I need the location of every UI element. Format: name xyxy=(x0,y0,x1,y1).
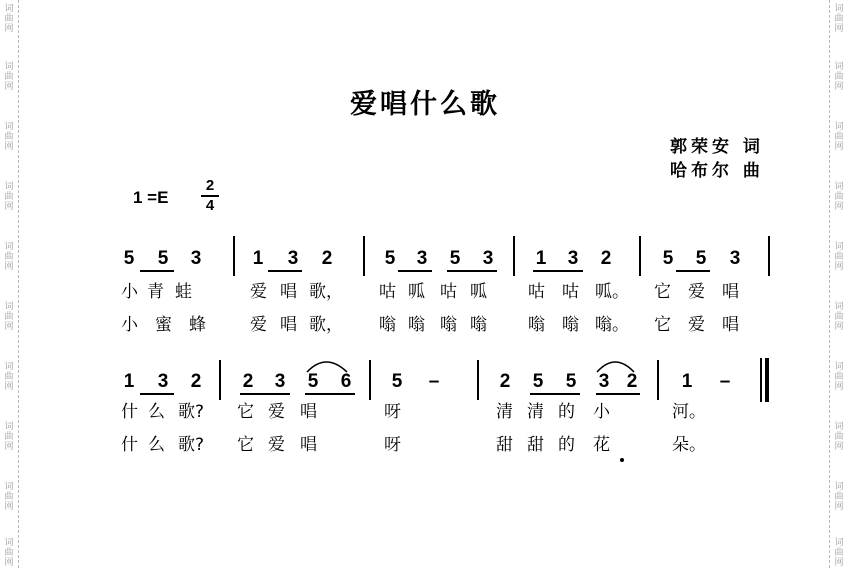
lyric-syllable: 唱 xyxy=(300,435,317,455)
lyric-syllable: 爱 xyxy=(250,315,267,335)
lyric-syllable: 的 xyxy=(558,402,575,422)
note: 3 xyxy=(729,248,741,269)
lyric-syllable: 爱 xyxy=(250,282,267,302)
note: 3 xyxy=(598,371,610,392)
note: 5 xyxy=(123,248,135,269)
lyric-syllable: 歌， xyxy=(309,282,343,302)
lyric-syllable: 唱 xyxy=(722,315,739,335)
note: 2 xyxy=(499,371,511,392)
watermark-text: 词 曲 网 xyxy=(834,538,844,568)
lyric-syllable: 呱 xyxy=(470,282,487,302)
watermark-text: 词 曲 网 xyxy=(4,4,14,34)
lyric-syllable: 嗡 xyxy=(528,315,545,335)
lyric-syllable: 唱 xyxy=(722,282,739,302)
lyric-syllable: 它 xyxy=(654,315,671,335)
note: 6 xyxy=(340,371,352,392)
watermark-text: 词 曲 网 xyxy=(4,62,14,92)
lyric-syllable: 嗡。 xyxy=(595,315,629,335)
lyric-syllable: 歌， xyxy=(309,315,343,335)
note: 3 xyxy=(274,371,286,392)
note: 2 xyxy=(190,371,202,392)
watermark-text: 词 曲 网 xyxy=(4,122,14,152)
lyric-syllable: 歌? xyxy=(178,402,205,422)
lyric-syllable: 清 xyxy=(527,402,544,422)
lyric-syllable: 爱 xyxy=(268,402,285,422)
lyric-syllable: 它 xyxy=(237,435,254,455)
lyric-syllable: 甜 xyxy=(527,435,544,455)
lyric-syllable: 甜 xyxy=(496,435,513,455)
watermark-text: 词 曲 网 xyxy=(834,122,844,152)
watermark-text: 词 曲 网 xyxy=(4,362,14,392)
note: 5 xyxy=(565,371,577,392)
watermark-text: 词 曲 网 xyxy=(4,482,14,512)
lyrics-verse-1 xyxy=(0,400,850,424)
lyric-syllable: 呀 xyxy=(384,435,401,455)
lyric-syllable: 唱 xyxy=(280,315,297,335)
lyric-syllable: 河。 xyxy=(672,402,706,422)
lyricist-credit: 郭荣安 词 xyxy=(670,137,764,157)
lyric-syllable: 什 xyxy=(121,402,138,422)
watermark-text: 词 曲 网 xyxy=(4,302,14,332)
note: – xyxy=(719,371,731,392)
watermark-text: 词 曲 网 xyxy=(834,4,844,34)
note: 1 xyxy=(123,371,135,392)
lyric-syllable: 唱 xyxy=(300,402,317,422)
note: 3 xyxy=(157,371,169,392)
note: 2 xyxy=(321,248,333,269)
lyric-syllable: 嗡 xyxy=(440,315,457,335)
note: 3 xyxy=(190,248,202,269)
lyric-syllable: 嗡 xyxy=(562,315,579,335)
lyric-syllable: 呱。 xyxy=(595,282,629,302)
lyric-syllable: 呀 xyxy=(384,402,401,422)
watermark-text: 词 曲 网 xyxy=(4,242,14,272)
lyric-syllable: 青 xyxy=(147,282,164,302)
lyric-syllable: 么 xyxy=(148,402,165,422)
watermark-text: 词 曲 网 xyxy=(834,242,844,272)
time-denominator: 4 xyxy=(205,197,215,214)
watermark-text: 词 曲 网 xyxy=(834,362,844,392)
watermark-text: 词 曲 网 xyxy=(4,538,14,568)
lyric-syllable: 爱 xyxy=(688,282,705,302)
watermark-text: 词 曲 网 xyxy=(834,302,844,332)
lyric-syllable: 唱 xyxy=(280,282,297,302)
note: 1 xyxy=(252,248,264,269)
note: 1 xyxy=(535,248,547,269)
note: 5 xyxy=(695,248,707,269)
note: – xyxy=(428,371,440,392)
lyric-syllable: 么 xyxy=(148,435,165,455)
lyric-syllable: 呱 xyxy=(408,282,425,302)
lyric-syllable: 的 xyxy=(558,435,575,455)
song-title: 爱唱什么歌 xyxy=(350,89,500,120)
note: 2 xyxy=(600,248,612,269)
watermark-text: 词 曲 网 xyxy=(4,422,14,452)
lyric-syllable: 它 xyxy=(237,402,254,422)
note: 1 xyxy=(681,371,693,392)
lyric-syllable: 嗡 xyxy=(470,315,487,335)
lyric-syllable: 什 xyxy=(121,435,138,455)
watermark-text: 词 曲 网 xyxy=(4,182,14,212)
lyric-syllable: 它 xyxy=(654,282,671,302)
key-signature: 1 =E xyxy=(133,188,169,207)
lyric-syllable: 咕 xyxy=(528,282,545,302)
note: 5 xyxy=(449,248,461,269)
lyric-syllable: 咕 xyxy=(379,282,396,302)
lyric-syllable: 清 xyxy=(496,402,513,422)
dot-mark xyxy=(620,458,624,462)
note: 5 xyxy=(384,248,396,269)
slur xyxy=(307,362,347,372)
note: 2 xyxy=(242,371,254,392)
lyric-syllable: 蜜 xyxy=(155,315,172,335)
watermark-text: 词 曲 网 xyxy=(834,482,844,512)
lyric-syllable: 爱 xyxy=(268,435,285,455)
lyric-syllable: 嗡 xyxy=(408,315,425,335)
note: 5 xyxy=(532,371,544,392)
lyric-syllable: 小 xyxy=(121,282,138,302)
lyrics-verse-2 xyxy=(0,433,850,457)
watermark-text: 词 曲 网 xyxy=(834,182,844,212)
lyric-syllable: 爱 xyxy=(688,315,705,335)
lyric-syllable: 咕 xyxy=(440,282,457,302)
composer-credit: 哈布尔 曲 xyxy=(670,161,764,181)
lyric-syllable: 歌? xyxy=(178,435,205,455)
lyric-syllable: 小 xyxy=(121,315,138,335)
note: 5 xyxy=(307,371,319,392)
lyric-syllable: 蛙 xyxy=(175,282,192,302)
note: 5 xyxy=(662,248,674,269)
slur xyxy=(597,362,634,372)
note: 3 xyxy=(287,248,299,269)
lyric-syllable: 花 xyxy=(593,435,610,455)
note: 5 xyxy=(391,371,403,392)
watermark-text: 词 曲 网 xyxy=(834,422,844,452)
watermark-text: 词 曲 网 xyxy=(834,62,844,92)
lyric-syllable: 朵。 xyxy=(672,435,706,455)
lyric-syllable: 小 xyxy=(593,402,610,422)
time-numerator: 2 xyxy=(205,177,215,194)
note: 3 xyxy=(482,248,494,269)
note: 3 xyxy=(567,248,579,269)
note: 3 xyxy=(416,248,428,269)
lyric-syllable: 蜂 xyxy=(189,315,206,335)
note: 5 xyxy=(157,248,169,269)
lyric-syllable: 咕 xyxy=(562,282,579,302)
note: 2 xyxy=(626,371,638,392)
lyric-syllable: 嗡 xyxy=(379,315,396,335)
